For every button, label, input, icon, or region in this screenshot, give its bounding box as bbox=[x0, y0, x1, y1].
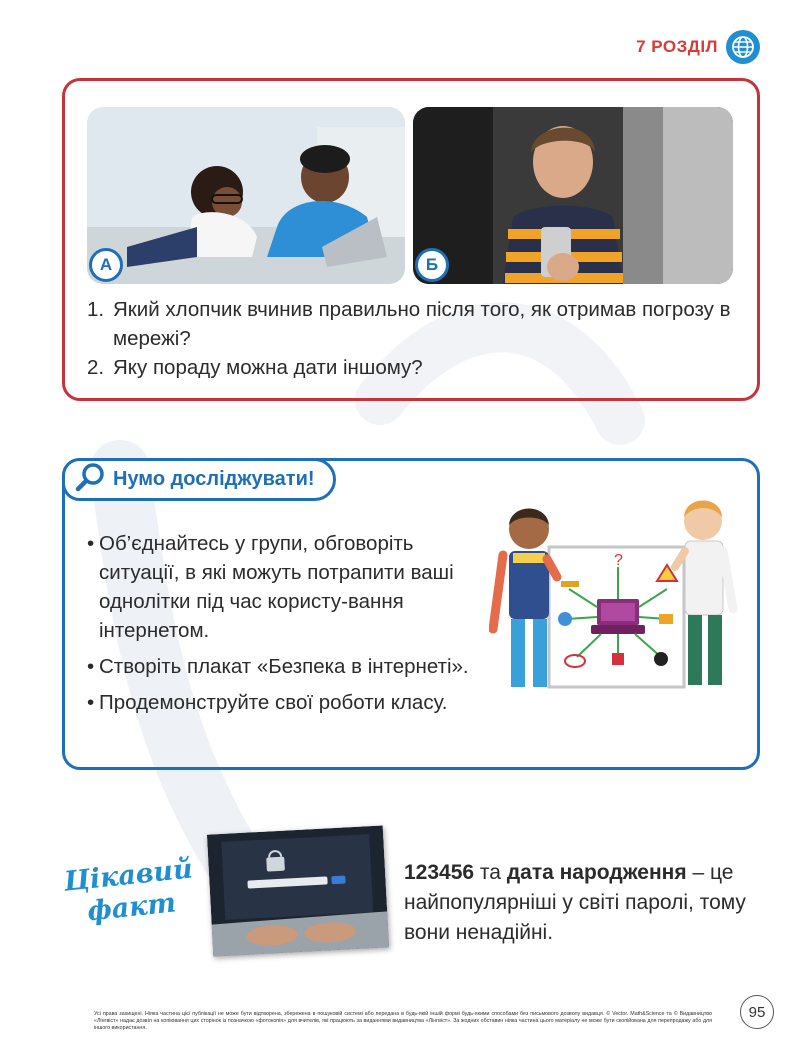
question-number: 2. bbox=[87, 356, 105, 379]
password-laptop-photo bbox=[207, 825, 389, 956]
kids-poster-illustration bbox=[489, 489, 739, 699]
question-item bbox=[87, 353, 747, 382]
chapter-label: 7 РОЗДІЛ bbox=[636, 37, 718, 56]
svg-text:?: ? bbox=[614, 552, 623, 569]
magnifier-icon bbox=[75, 462, 105, 497]
scenario-box bbox=[62, 78, 760, 401]
explore-tab bbox=[62, 458, 336, 501]
bullet-item: • Продемонструйте свої роботи класу. bbox=[87, 688, 487, 717]
fact-title-line: факт bbox=[85, 887, 178, 928]
question-item bbox=[87, 295, 747, 353]
fact-text bbox=[404, 858, 764, 948]
copyright-notice: Усі права захищені. Ніяка частина цієї публікації не може бути відтворена, збережена в пошуковій системі або передана в будь-якій іншій формі будь-якими способами без письмового дозволу видавця. © Vector. Math&Science та © Видавництво «Лінгвіст» надає дозвіл на копіювання цих сторінок із позначкою «фотокопія» для вчителів, які працюють за виданнями видавництва «Лінгвіст». За жодних обставин ніяка частина цього матеріалу не може бути скопійована для перепродажу або для іншого використання. bbox=[94, 1011, 712, 1031]
explore-title: Нумо досліджувати! bbox=[113, 468, 315, 490]
question-text: Яку пораду можна дати іншому? bbox=[113, 356, 423, 379]
chapter-header bbox=[636, 30, 760, 64]
fact-rest: – це найпопулярніші у світі паролі, тому вони ненадійні. bbox=[404, 861, 746, 944]
boy-with-father-photo bbox=[87, 107, 405, 284]
bullet-text: Створіть плакат «Безпека в інтернеті». bbox=[99, 655, 469, 678]
questions-list bbox=[87, 295, 747, 382]
explore-bullets bbox=[87, 529, 487, 724]
bullet-text: Продемонструйте свої роботи класу. bbox=[99, 691, 448, 714]
question-number: 1. bbox=[87, 298, 105, 321]
question-text: Який хлопчик вчинив правильно після того, як отримав погрозу в мережі? bbox=[113, 298, 731, 350]
explore-box bbox=[62, 458, 760, 770]
bullet-item: • Об’єднайтесь у групи, обговоріть ситуації, в які можуть потрапити ваші однолітки під час користу-вання інтернетом. bbox=[87, 529, 487, 645]
page-number: 95 bbox=[740, 995, 774, 1029]
fact-title bbox=[57, 853, 203, 931]
photo-b bbox=[413, 107, 733, 284]
fact-connector: та bbox=[474, 861, 507, 884]
boy-with-phone-photo bbox=[413, 107, 733, 284]
bullet-item: • Створіть плакат «Безпека в інтернеті». bbox=[87, 652, 487, 681]
photo-a bbox=[87, 107, 405, 284]
fact-bold-number: 123456 bbox=[404, 861, 475, 884]
fact-bold-birthdate: дата народження bbox=[506, 861, 687, 884]
bullet-text: Об’єднайтесь у групи, обговоріть ситуації, в які можуть потрапити ваші однолітки під час користу-вання інтернетом. bbox=[99, 532, 454, 642]
photo-label-b: Б bbox=[415, 248, 449, 282]
photo-label-a: А bbox=[89, 248, 123, 282]
fact-title-line: Цікавий bbox=[62, 853, 195, 898]
globe-icon bbox=[726, 30, 760, 64]
